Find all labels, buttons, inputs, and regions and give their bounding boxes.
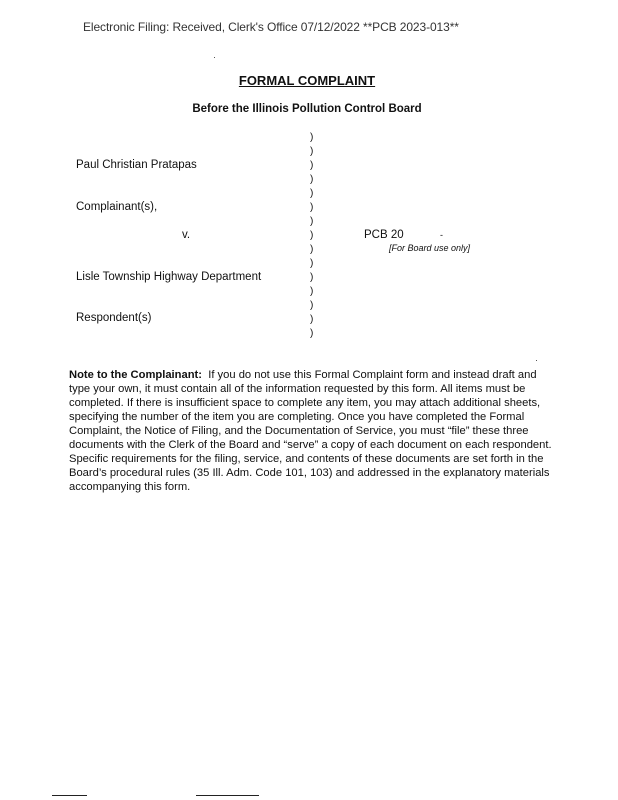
- footer-rule: [196, 795, 259, 796]
- respondent-name: Lisle Township Highway Department: [76, 271, 262, 283]
- caption-paren: ): [310, 132, 314, 143]
- note-body: If you do not use this Formal Complaint form and instead draft and type your own, it must contain all of the information requested by this form. All items must be completed. If there is insufficient space to complete any item, you may attach additional sheets, specifying the number of the item you are completing. Once you have completed the Formal Complaint, the Notice of Filing, and the Documentation of Service, you must “file” these three documents with the Clerk of the Board and “serve” a copy of each document on each respondent. Specific requirements for the filing, service, and contents of these documents are set forth in the Board’s procedural rules (35 Ill. Adm. Code 101, 103) and addressed in the explanatory materials accompanying this form.: [69, 369, 552, 493]
- caption-paren: ): [310, 188, 314, 199]
- filing-stamp: Electronic Filing: Received, Clerk's Office 07/12/2022 **PCB 2023-013**: [83, 20, 459, 34]
- caption-paren: ): [310, 216, 314, 227]
- caption-paren: ): [310, 244, 314, 255]
- caption-paren: ): [310, 146, 314, 157]
- respondent-label: Respondent(s): [76, 312, 152, 324]
- scan-speck: [536, 360, 537, 361]
- caption-paren: ): [310, 202, 314, 213]
- caption-paren: ): [310, 174, 314, 185]
- caption-paren: ): [310, 314, 314, 325]
- case-number-dash: -: [440, 230, 443, 240]
- note-to-complainant: [69, 368, 553, 494]
- complainant-name: Paul Christian Pratapas: [76, 159, 197, 171]
- document-title: FORMAL COMPLAINT: [238, 73, 376, 88]
- complainant-label: Complainant(s),: [76, 201, 158, 213]
- footer-rule: [52, 795, 87, 796]
- caption-paren: ): [310, 328, 314, 339]
- note-heading: Note to the Complainant:: [69, 369, 202, 381]
- caption-paren: ): [310, 286, 314, 297]
- scan-speck: [214, 57, 215, 58]
- caption-paren: ): [310, 300, 314, 311]
- caption-paren: ): [310, 230, 314, 241]
- board-use-note: [For Board use only]: [389, 243, 471, 253]
- versus-label: v.: [182, 229, 191, 241]
- case-number: PCB 20: [364, 229, 404, 241]
- caption-paren: ): [310, 272, 314, 283]
- caption-paren: ): [310, 258, 314, 269]
- document-subtitle: Before the Illinois Pollution Control Board: [192, 103, 422, 115]
- caption-paren: ): [310, 160, 314, 171]
